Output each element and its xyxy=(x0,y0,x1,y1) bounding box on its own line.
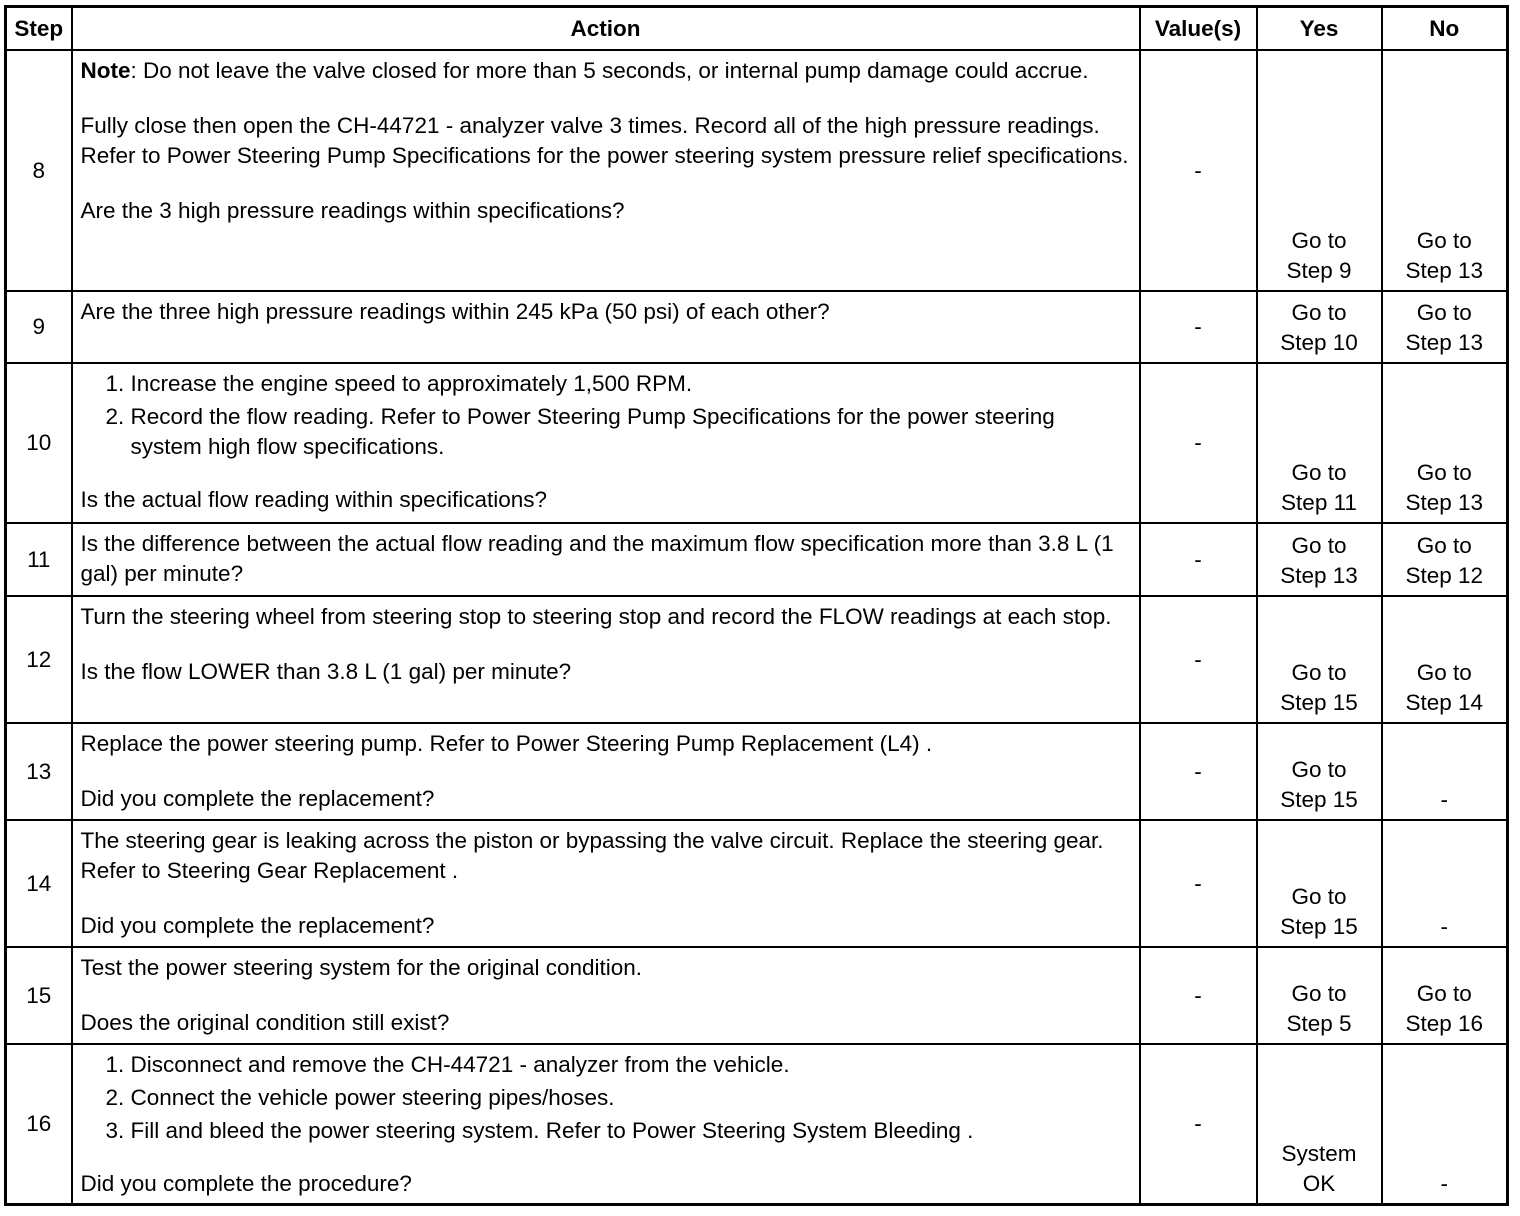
step-number: 10 xyxy=(6,363,72,523)
action-question: Does the original condition still exist? xyxy=(80,1010,450,1035)
no-text-line2: Step 14 xyxy=(1405,690,1484,715)
header-values: Value(s) xyxy=(1140,7,1257,51)
header-no: No xyxy=(1382,7,1508,51)
no-cell: - xyxy=(1382,1044,1508,1205)
table-row xyxy=(6,1044,1508,1205)
action-question: Did you complete the procedure? xyxy=(80,1171,412,1196)
no-cell xyxy=(1382,363,1508,523)
action-cell xyxy=(72,947,1140,1044)
yes-text-line1: Go to xyxy=(1291,533,1347,558)
header-yes: Yes xyxy=(1257,7,1382,51)
yes-text-line2: OK xyxy=(1302,1171,1336,1196)
action-question: Did you complete the replacement? xyxy=(80,913,435,938)
note-label: Note xyxy=(80,58,131,83)
step-number: 13 xyxy=(6,723,72,820)
yes-text-line1: Go to xyxy=(1291,884,1347,909)
yes-text-line1: Go to xyxy=(1291,981,1347,1006)
yes-text-line1: Go to xyxy=(1291,757,1347,782)
no-text-line2: Step 13 xyxy=(1405,490,1484,515)
action-question: Is the difference between the actual flow reading and the maximum flow specification more than 3.8 L (1 gal) per minute? xyxy=(80,531,1114,586)
yes-text-line1: Go to xyxy=(1291,660,1347,685)
value-cell: - xyxy=(1140,291,1257,363)
action-cell xyxy=(72,1044,1140,1205)
no-cell xyxy=(1382,291,1508,363)
step-number: 14 xyxy=(6,820,72,947)
yes-cell xyxy=(1257,50,1382,291)
no-cell: - xyxy=(1382,723,1508,820)
header-step: Step xyxy=(6,7,72,51)
action-cell xyxy=(72,723,1140,820)
diagnostic-table xyxy=(4,5,1509,1206)
yes-cell xyxy=(1257,596,1382,723)
yes-text-line2: Step 15 xyxy=(1280,787,1358,812)
yes-text-line2: Step 15 xyxy=(1280,690,1358,715)
yes-cell xyxy=(1257,820,1382,947)
action-cell xyxy=(72,291,1140,363)
action-text: Fully close then open the CH-44721 - analyzer valve 3 times. Record all of the high pressure readings. Refer to Power Steering Pump Specifications for the power steering system pressure relief specifications. xyxy=(80,113,1129,168)
value-cell: - xyxy=(1140,820,1257,947)
list-item: 2. Record the flow reading. Refer to Power Steering Pump Specifications for the power steering system high flow specifications. xyxy=(131,402,1131,462)
step-number: 8 xyxy=(6,50,72,291)
action-list xyxy=(81,369,1131,462)
action-text: The steering gear is leaking across the piston or bypassing the valve circuit. Replace the steering gear. Refer to Steering Gear Replacement . xyxy=(80,828,1104,883)
yes-text-line1: System xyxy=(1281,1141,1357,1166)
no-cell: - xyxy=(1382,820,1508,947)
no-text-line1: Go to xyxy=(1416,981,1472,1006)
yes-cell xyxy=(1257,363,1382,523)
value-cell: - xyxy=(1140,50,1257,291)
step-number: 15 xyxy=(6,947,72,1044)
no-cell xyxy=(1382,50,1508,291)
yes-text-line2: Step 10 xyxy=(1280,330,1358,355)
yes-cell xyxy=(1257,947,1382,1044)
action-question: Are the 3 high pressure readings within specifications? xyxy=(80,198,625,223)
list-item: 2. Connect the vehicle power steering pipes/hoses. xyxy=(131,1083,1131,1113)
table-row xyxy=(6,363,1508,523)
list-item: 1. Increase the engine speed to approximately 1,500 RPM. xyxy=(131,369,1131,399)
list-item: 3. Fill and bleed the power steering system. Refer to Power Steering System Bleeding . xyxy=(131,1116,1131,1146)
no-text-line1: Go to xyxy=(1416,300,1472,325)
table-row xyxy=(6,523,1508,596)
action-list xyxy=(81,1050,1131,1146)
yes-text-line2: Step 5 xyxy=(1286,1011,1352,1036)
no-text-line2: Step 13 xyxy=(1405,330,1484,355)
action-cell xyxy=(72,50,1140,291)
step-number: 12 xyxy=(6,596,72,723)
yes-cell xyxy=(1257,723,1382,820)
yes-text-line2: Step 13 xyxy=(1280,563,1358,588)
table-row xyxy=(6,50,1508,291)
header-row xyxy=(6,7,1508,51)
note-paragraph xyxy=(81,56,1131,86)
header-action: Action xyxy=(72,7,1140,51)
no-text-line1: Go to xyxy=(1416,460,1472,485)
action-cell xyxy=(72,523,1140,596)
action-text: Test the power steering system for the original condition. xyxy=(80,955,643,980)
action-question: Are the three high pressure readings within 245 kPa (50 psi) of each other? xyxy=(80,299,830,324)
step-number: 16 xyxy=(6,1044,72,1205)
no-cell xyxy=(1382,947,1508,1044)
yes-cell xyxy=(1257,291,1382,363)
table-row xyxy=(6,596,1508,723)
no-text-line1: Go to xyxy=(1416,228,1472,253)
yes-cell xyxy=(1257,1044,1382,1205)
yes-cell xyxy=(1257,523,1382,596)
table-row xyxy=(6,291,1508,363)
no-text-line2: Step 12 xyxy=(1405,563,1484,588)
table-row xyxy=(6,947,1508,1044)
no-text-line1: Go to xyxy=(1416,533,1472,558)
value-cell: - xyxy=(1140,1044,1257,1205)
step-number: 11 xyxy=(6,523,72,596)
note-text: : Do not leave the valve closed for more than 5 seconds, or internal pump damage could accrue. xyxy=(130,58,1089,83)
no-text-line2: Step 16 xyxy=(1405,1011,1484,1036)
step-number: 9 xyxy=(6,291,72,363)
yes-text-line2: Step 11 xyxy=(1281,490,1357,515)
action-cell xyxy=(72,596,1140,723)
yes-text-line1: Go to xyxy=(1291,460,1347,485)
no-text-line2: Step 13 xyxy=(1405,258,1484,283)
action-text: Turn the steering wheel from steering stop to steering stop and record the FLOW readings at each stop. xyxy=(80,604,1112,629)
value-cell: - xyxy=(1140,523,1257,596)
value-cell: - xyxy=(1140,596,1257,723)
action-cell xyxy=(72,363,1140,523)
value-cell: - xyxy=(1140,723,1257,820)
table-row xyxy=(6,820,1508,947)
list-item: 1. Disconnect and remove the CH-44721 - analyzer from the vehicle. xyxy=(131,1050,1131,1080)
no-text-line1: Go to xyxy=(1416,660,1472,685)
no-cell xyxy=(1382,596,1508,723)
action-question: Did you complete the replacement? xyxy=(80,786,435,811)
action-cell xyxy=(72,820,1140,947)
table-row xyxy=(6,723,1508,820)
action-text: Replace the power steering pump. Refer to Power Steering Pump Replacement (L4) . xyxy=(80,731,933,756)
yes-text-line1: Go to xyxy=(1291,300,1347,325)
no-cell xyxy=(1382,523,1508,596)
action-question: Is the actual flow reading within specifications? xyxy=(80,487,548,512)
yes-text-line2: Step 15 xyxy=(1280,914,1358,939)
value-cell: - xyxy=(1140,947,1257,1044)
yes-text-line2: Step 9 xyxy=(1286,258,1352,283)
value-cell: - xyxy=(1140,363,1257,523)
action-question: Is the flow LOWER than 3.8 L (1 gal) per minute? xyxy=(80,659,572,684)
yes-text-line1: Go to xyxy=(1291,228,1347,253)
